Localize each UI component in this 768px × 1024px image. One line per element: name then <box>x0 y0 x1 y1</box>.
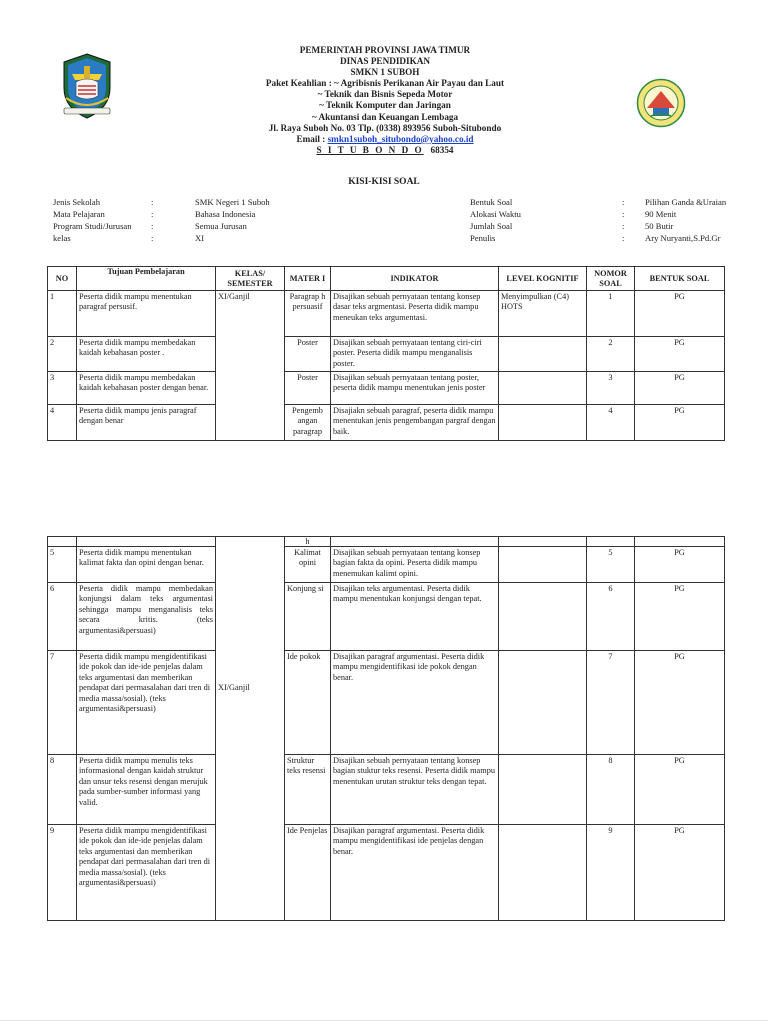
info-row <box>53 208 270 220</box>
cell-level <box>499 583 587 651</box>
east-java-emblem-logo <box>58 52 116 120</box>
header-kelas: KELAS/ SEMESTER <box>216 267 285 291</box>
header-line-program-2: ~ Teknik dan Bisnis Sepeda Motor <box>317 89 453 100</box>
info-separator: : <box>622 221 625 231</box>
cell-nomor: 8 <box>587 755 635 825</box>
cell-no: 5 <box>48 547 77 583</box>
cell-nomor: 6 <box>587 583 635 651</box>
cell-bentuk: PG <box>635 405 725 441</box>
cell-no: 4 <box>48 405 77 441</box>
cell-tujuan: Peserta didik mampu mengidentifikasi ide pokok dan ide-ide penjelas dalam teks argumentasi dan memberikan pendapat dari permasalahan dari tren di media massa/sosial). (teks argumentasi&persuasi) <box>77 825 216 921</box>
table-row <box>48 651 725 755</box>
header-line-program-4: ~ Akuntansi dan Keuangan Lembaga <box>311 111 459 122</box>
cell-bentuk <box>635 537 725 547</box>
info-value: Ary Nuryanti,S.Pd.Gr <box>645 233 721 243</box>
info-separator: : <box>151 209 154 219</box>
info-row <box>53 232 270 244</box>
cell-level <box>499 651 587 755</box>
info-separator: : <box>622 197 625 207</box>
cell-no: 6 <box>48 583 77 651</box>
info-row <box>53 220 270 232</box>
cell-level <box>499 825 587 921</box>
table-row <box>48 547 725 583</box>
cell-nomor: 1 <box>587 291 635 337</box>
cell-indikator: Disajikan sebuah pernyataan tentang konsep bagian stuktur teks resensi. Peserta didik mampu menentukan urutan struktur teks dengan tepat. <box>331 755 499 825</box>
cell-materi-fragment: h <box>285 537 331 547</box>
cell-tujuan <box>77 537 216 547</box>
info-value: 50 Butir <box>645 221 674 231</box>
cell-materi: Poster <box>285 372 331 405</box>
cell-nomor: 5 <box>587 547 635 583</box>
cell-level <box>499 337 587 372</box>
info-label: Jenis Sekolah <box>53 197 101 207</box>
header-line-government: PEMERINTAH PROVINSI JAWA TIMUR <box>299 45 471 55</box>
cell-tujuan: Peserta didik mampu menulis teks informasional dengan kaidah struktur dan unsur teks resensi dengan merujuk pada sumber-sumber informasi yang valid. <box>77 755 216 825</box>
table-row <box>48 755 725 825</box>
table-row <box>48 337 725 372</box>
kelas-merged-text: XI/Ganjil <box>218 682 250 692</box>
cell-tujuan: Peserta didik mampu membedakan konjungsi dalam teks argumentasi sehingga mampu menganalisis teks secara kritis. (teks argumentasi&persuasi) <box>77 583 216 651</box>
cell-tujuan: Peserta didik mampu mengidentifikasi ide pokok dan ide-ide penjelas dalam teks argumentasi dan memberikan pendapat dari permasalahan dari tren di media massa/sosial). (teks argumentasi&persuasi) <box>77 651 216 755</box>
header-bentuk: BENTUK SOAL <box>635 267 725 291</box>
header-no: NO <box>48 267 77 291</box>
cell-nomor: 9 <box>587 825 635 921</box>
cell-indikator: Disajikan paragraf argumentasi. Peserta didik mampu mengidentifikasi ide pokok dengan benar. <box>331 651 499 755</box>
postcode: 68354 <box>430 144 454 155</box>
info-separator: : <box>151 197 154 207</box>
cell-bentuk: PG <box>635 337 725 372</box>
info-label: Program Studi/Jurusan <box>53 221 132 231</box>
town-name: S I T U B O N D O <box>316 144 424 155</box>
info-label: kelas <box>53 233 71 243</box>
page-bottom-divider <box>0 1020 768 1021</box>
cell-level <box>499 537 587 547</box>
header-line-school: SMKN 1 SUBOH <box>350 67 420 78</box>
header-tujuan: Tujuan Pembelajaran <box>77 267 216 291</box>
info-separator: : <box>622 209 625 219</box>
header-email-line <box>210 134 560 145</box>
header-materi: MATER I <box>285 267 331 291</box>
header-line-program-1: Paket Keahlian : ~ Agribisnis Perikanan Air Payau dan Laut <box>265 78 505 89</box>
cell-bentuk: PG <box>635 583 725 651</box>
table-row <box>48 291 725 337</box>
cell-no <box>48 537 77 547</box>
cell-materi: Ide Penjelas <box>285 825 331 921</box>
cell-indikator: Disajikan sebuah pernyataan tentang ciri-ciri poster. Peserta didik mampu menganalisis poster. <box>331 337 499 372</box>
cell-nomor: 4 <box>587 405 635 441</box>
cell-level: Menyimpulkan (C4) HOTS <box>499 291 587 337</box>
letterhead <box>210 45 560 156</box>
cell-level <box>499 405 587 441</box>
header-indikator: INDIKATOR <box>331 267 499 291</box>
info-value: XI <box>195 233 205 243</box>
table-header-row <box>48 267 725 291</box>
cell-nomor: 2 <box>587 337 635 372</box>
cell-indikator <box>331 537 499 547</box>
info-value: Bahasa Indonesia <box>195 209 256 219</box>
cell-no: 3 <box>48 372 77 405</box>
cell-materi: Poster <box>285 337 331 372</box>
table-row <box>48 405 725 441</box>
info-value: SMK Negeri 1 Suboh <box>195 197 270 207</box>
kisi-kisi-table-part-2 <box>47 536 725 921</box>
document-title: KISI-KISI SOAL <box>348 177 420 187</box>
cell-level <box>499 372 587 405</box>
info-separator: : <box>622 233 625 243</box>
header-level: LEVEL KOGNITIF <box>499 267 587 291</box>
cell-materi: Konjung si <box>285 583 331 651</box>
cell-tujuan: Peserta didik mampu menentukan paragraf persusif. <box>77 291 216 337</box>
info-label: Jumlah Soal <box>470 221 513 231</box>
cell-kelas: XI/Ganjil <box>216 291 285 441</box>
cell-indikator: Disajikan teks argumentasi. Peserta didik mampu menentukan konjungsi dengan tepat. <box>331 583 499 651</box>
info-row <box>470 196 726 208</box>
cell-no: 9 <box>48 825 77 921</box>
cell-materi: Pengemb angan paragrap <box>285 405 331 441</box>
cell-bentuk: PG <box>635 547 725 583</box>
cell-level <box>499 755 587 825</box>
cell-tujuan: Peserta didik mampu jenis paragraf dengan benar <box>77 405 216 441</box>
info-row <box>470 208 726 220</box>
info-row <box>470 220 726 232</box>
cell-indikator: Disajikan paragraf argumentasi. Peserta didik mampu mengidentifikasi ide penjelas dengan benar. <box>331 825 499 921</box>
info-label: Mata Pelajaran <box>53 209 105 219</box>
info-value: 90 Menit <box>645 209 677 219</box>
cell-kelas-merged <box>216 537 285 921</box>
cell-level <box>499 547 587 583</box>
cell-tujuan: Peserta didik mampu menentukan kalimat fakta dan opini dengan benar. <box>77 547 216 583</box>
table-continuation-row <box>48 537 725 547</box>
info-row <box>53 196 270 208</box>
cell-materi: Paragrap h persuasif <box>285 291 331 337</box>
cell-indikator: Disajikan sebuah pernyataan tentang poster, peserta didik mampu menentukan jenis poster <box>331 372 499 405</box>
table-row <box>48 583 725 651</box>
kisi-kisi-table-part-1 <box>47 266 725 441</box>
info-block-right <box>470 196 726 244</box>
info-label: Bentuk Soal <box>470 197 513 207</box>
cell-no: 2 <box>48 337 77 372</box>
cell-no: 1 <box>48 291 77 337</box>
cell-indikator: Disajikan sebuah pernyataan tentang konsep bagian fakta da opini. Peserta didik mampu menemukan kalimt opini. <box>331 547 499 583</box>
header-town-line <box>210 145 560 156</box>
header-line-department: DINAS PENDIDIKAN <box>339 56 431 67</box>
cell-bentuk: PG <box>635 825 725 921</box>
cell-nomor: 3 <box>587 372 635 405</box>
cell-tujuan: Peserta didik mampu membedakan kaidah kebahasan poster . <box>77 337 216 372</box>
cell-materi: Kalimat opini <box>285 547 331 583</box>
cell-nomor <box>587 537 635 547</box>
cell-bentuk: PG <box>635 291 725 337</box>
header-line-address: Jl. Raya Suboh No. 03 Tlp. (0338) 893956 Suboh-Situbondo <box>268 122 502 133</box>
info-separator: : <box>151 233 154 243</box>
info-label: Penulis <box>470 233 496 243</box>
header-nomor: NOMOR SOAL <box>587 267 635 291</box>
table-row <box>48 825 725 921</box>
info-label: Alokasi Waktu <box>470 209 521 219</box>
cell-bentuk: PG <box>635 651 725 755</box>
cell-indikator: Disajikan sebuah pernyataan tentang konsep dasar teks argmentasi. Peserta didik mampu meneukan teks argumentasi. <box>331 291 499 337</box>
header-line-program-3: ~ Teknik Komputer dan Jaringan <box>319 100 451 111</box>
cell-materi: Ide pokok <box>285 651 331 755</box>
cell-nomor: 7 <box>587 651 635 755</box>
cell-no: 8 <box>48 755 77 825</box>
cell-no: 7 <box>48 651 77 755</box>
info-row <box>470 232 726 244</box>
cell-indikator: Disajiakn sebuah paragraf, peserta didik mampu menentukan jenis pengembangan pargraf dengan baik. <box>331 405 499 441</box>
email-label: Email : <box>296 133 328 144</box>
email-link[interactable]: smkn1suboh_situbondo@yahoo.co.id <box>327 133 474 144</box>
cell-materi: Struktur teks resensi <box>285 755 331 825</box>
smkn-1-suboh-school-logo <box>636 78 686 128</box>
cell-bentuk: PG <box>635 372 725 405</box>
info-value: Pilihan Ganda &Uraian <box>645 197 727 207</box>
info-block-left <box>53 196 270 244</box>
cell-bentuk: PG <box>635 755 725 825</box>
info-separator: : <box>151 221 154 231</box>
table-row <box>48 372 725 405</box>
cell-tujuan: Peserta didik mampu membedakan kaidah kebahasan poster dengan benar. <box>77 372 216 405</box>
info-value: Semua Jurusan <box>195 221 247 231</box>
